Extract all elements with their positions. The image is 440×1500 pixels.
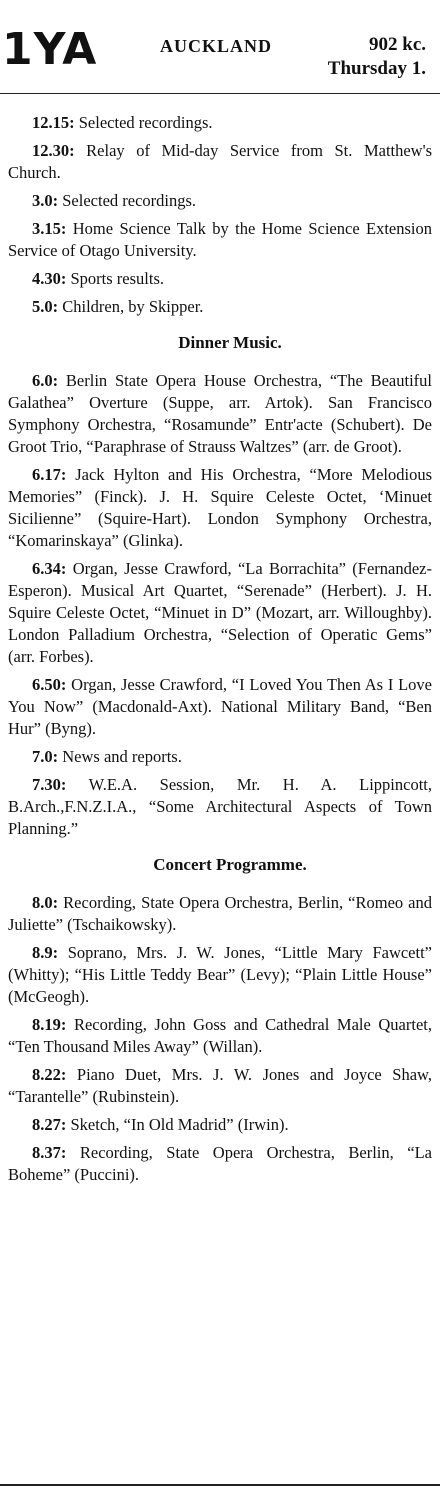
station-callsign: 1YA <box>2 24 98 75</box>
schedule-entry <box>8 892 432 936</box>
entry-time: 7.30: <box>32 775 67 794</box>
entry-time: 8.19: <box>32 1015 67 1034</box>
schedule-entry <box>8 774 432 840</box>
entry-description: Sports results. <box>70 269 165 288</box>
schedule-entry <box>8 370 432 458</box>
entry-time: 4.30: <box>32 269 67 288</box>
station-city: AUCKLAND <box>160 36 273 56</box>
entry-description: Piano Duet, Mrs. J. W. Jones and Joyce Shaw, “Tarantelle” (Rubinstein). <box>8 1065 432 1106</box>
entry-time: 12.15: <box>32 113 75 132</box>
entry-description: Berlin State Opera House Orchestra, “The Beautiful Galathea” Overture (Suppe, arr. Artok). San Francisco Symphony Orchestra, “Rosamunde” Entr'acte (Schubert). De Groot Trio, “Paraphrase of Strauss Waltzes” (arr. de Groot). <box>8 371 432 456</box>
station-header <box>0 0 440 92</box>
entry-time: 7.0: <box>32 747 59 766</box>
entry-description: Recording, John Goss and Cathedral Male Quartet, “Ten Thousand Miles Away” (Willan). <box>8 1015 432 1056</box>
entry-time: 6.50: <box>32 675 67 694</box>
programme-day: Thursday 1. <box>327 58 426 79</box>
entry-description: Sketch, “In Old Madrid” (Irwin). <box>70 1115 289 1134</box>
entry-description: W.E.A. Session, Mr. H. A. Lippincott, B.Arch.,F.N.Z.I.A., “Some Architectural Aspects of Town Planning.” <box>8 775 432 838</box>
entry-time: 8.9: <box>32 943 59 962</box>
footer-divider <box>0 1484 440 1486</box>
entry-description: Relay of Mid-day Service from St. Matthew's Church. <box>8 141 432 182</box>
entry-time: 8.22: <box>32 1065 67 1084</box>
entry-time: 6.0: <box>32 371 59 390</box>
schedule-entry <box>8 942 432 1008</box>
schedule-entry <box>8 140 432 184</box>
schedule-entry <box>8 746 432 768</box>
section-heading: Concert Programme. <box>153 855 307 874</box>
schedule-entry <box>8 268 432 290</box>
entry-time: 6.17: <box>32 465 67 484</box>
entry-description: Selected recordings. <box>78 113 213 132</box>
entry-time: 8.0: <box>32 893 59 912</box>
schedule-entry <box>8 218 432 262</box>
entry-time: 8.37: <box>32 1143 67 1162</box>
entry-description: Soprano, Mrs. J. W. Jones, “Little Mary Fawcett” (Whitty); “His Little Teddy Bear” (Levy); “Plain Little House” (McGeogh). <box>8 943 432 1006</box>
entry-description: Selected recordings. <box>62 191 197 210</box>
schedule-list <box>8 112 432 1192</box>
schedule-entry <box>8 1142 432 1186</box>
schedule-entry <box>8 674 432 740</box>
section-heading: Dinner Music. <box>178 333 282 352</box>
schedule-entry <box>8 190 432 212</box>
schedule-entry <box>8 1014 432 1058</box>
entry-description: Recording, State Opera Orchestra, Berlin, “La Boheme” (Puccini). <box>8 1143 433 1184</box>
entry-description: Jack Hylton and His Orchestra, “More Melodious Memories” (Finck). J. H. Squire Celeste Octet, ‘Minuet Sicilienne” (Squire-Hart). London Symphony Orchestra, “Komarinskaya” (Glinka). <box>8 465 433 550</box>
entry-time: 12.30: <box>32 141 75 160</box>
entry-description: Home Science Talk by the Home Science Extension Service of Otago University. <box>8 219 432 260</box>
schedule-entry <box>8 558 432 668</box>
schedule-entry <box>8 464 432 552</box>
schedule-entry <box>8 296 432 318</box>
entry-description: Organ, Jesse Crawford, “I Loved You Then As I Love You Now” (Macdonald-Axt). National Military Band, “Ben Hur” (Byng). <box>8 675 433 738</box>
entry-time: 8.27: <box>32 1115 67 1134</box>
entry-time: 5.0: <box>32 297 59 316</box>
entry-description: Recording, State Opera Orchestra, Berlin, “Romeo and Juliette” (Tschaikowsky). <box>8 893 433 934</box>
entry-description: Children, by Skipper. <box>62 297 204 316</box>
schedule-entry <box>8 1114 432 1136</box>
station-frequency: 902 kc. <box>369 34 426 55</box>
header-divider <box>0 93 440 94</box>
entry-time: 3.15: <box>32 219 67 238</box>
schedule-entry <box>8 1064 432 1108</box>
entry-time: 6.34: <box>32 559 67 578</box>
schedule-entry <box>8 112 432 134</box>
entry-time: 3.0: <box>32 191 59 210</box>
entry-description: News and reports. <box>62 747 182 766</box>
entry-description: Organ, Jesse Crawford, “La Borrachita” (Fernandez-Esperon). Musical Art Quartet, “Serenade” (Herbert). J. H. Squire Celeste Octet, “Minuet in D” (Mozart, arr. Willoughby). London Palladium Orchestra, “Selection of Operatic Gems” (arr. Forbes). <box>8 559 433 666</box>
